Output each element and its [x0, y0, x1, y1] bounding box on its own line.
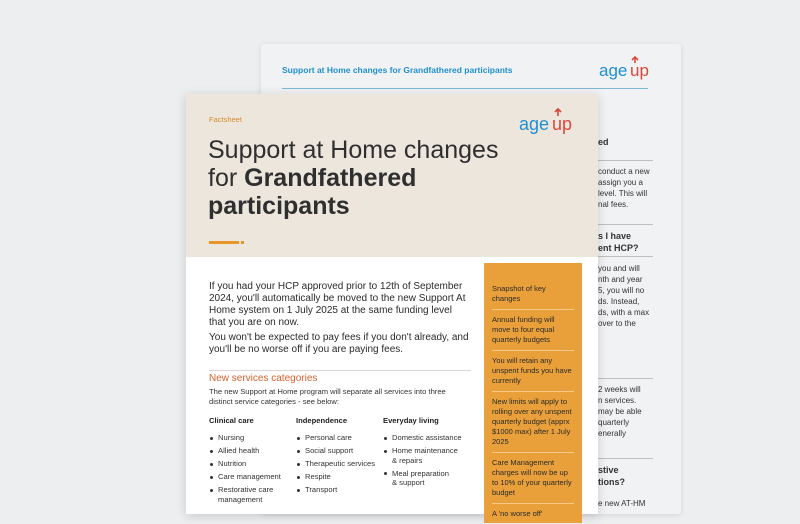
back-page-text-line: tions? [598, 477, 625, 487]
back-page-text-line: nal fees. [598, 200, 629, 209]
back-page-text-line: 2 weeks will [598, 385, 641, 394]
back-page-text-line: ed [598, 137, 609, 147]
snapshot-title: Snapshot of key changes [492, 284, 574, 310]
list-item: Nursing [209, 433, 299, 443]
section-description: The new Support at Home program will separate all services into three distinct service categories - see below: [209, 387, 446, 406]
list-item: Nutrition [209, 459, 299, 469]
back-page-title: Support at Home changes for Grandfathered participants [282, 65, 513, 75]
section-title: New services categories [209, 373, 318, 384]
category-independence: Independence Personal care Social support Therapeutic services Respite Transport [296, 416, 386, 498]
back-page-text-line: enerally [598, 429, 627, 438]
ageup-logo-back [599, 56, 651, 84]
list-item: Domestic assistance [383, 433, 473, 443]
snapshot-sidebar [484, 263, 582, 523]
list-item: Transport [296, 485, 386, 495]
logo-up-text: up [630, 61, 649, 80]
intro-paragraph-2: You won't be expected to pay fees if you don't already, and you'll be no worse off if you are paying fees. [209, 332, 469, 355]
back-page-text-line: level. This will [598, 189, 648, 198]
back-page-text-line: e new AT-HM [598, 499, 646, 508]
category-everyday-living: Everyday living Domestic assistance Home maintenance & repairs Meal preparation & support [383, 416, 473, 491]
intro-paragraph-1: If you had your HCP approved prior to 12th of September 2024, you'll automatically be moved to the new Support At Home system on 1 July 2025 at the same funding level that you are on now. [209, 281, 466, 328]
back-page-text-line: you and will [598, 264, 640, 273]
back-page-text-line: over to the [598, 319, 636, 328]
page-title: Support at Home changes for Grandfathered participants [208, 136, 499, 220]
logo-age-text: age [599, 61, 628, 80]
logo-age-text: age [519, 114, 550, 134]
list-item: Personal care [296, 433, 386, 443]
list-item: Allied health [209, 446, 299, 456]
list-item: Care management [209, 472, 299, 482]
list-item: Meal preparation & support [383, 469, 455, 488]
list-item: Respite [296, 472, 386, 482]
list-item: Social support [296, 446, 386, 456]
back-page-text-line: ent HCP? [598, 243, 639, 253]
back-page-separator [598, 160, 653, 161]
back-page-text-line: stive [598, 465, 619, 475]
list-item: Home maintenance & repairs [383, 446, 463, 465]
back-page-text-line: assign you a [598, 178, 643, 187]
back-page-separator [598, 378, 653, 379]
snapshot-item: New limits will apply to rolling over any unspent quarterly budget (apprx $1000 max) after 1 July 2025 [492, 392, 574, 453]
accent-bar [209, 241, 239, 244]
snapshot-item: A 'no worse off' [492, 509, 543, 518]
snapshot-item: Care Management charges will now be up to 10% of your quarterly budget [492, 453, 574, 504]
back-page-text-line: may be able [598, 407, 642, 416]
list-item: Therapeutic services [296, 459, 386, 469]
accent-dot [241, 241, 244, 244]
section-divider [209, 370, 471, 371]
back-page-text-line: nth and year [598, 275, 643, 284]
snapshot-item: Annual funding will move to four equal quarterly budgets [492, 310, 574, 351]
back-page-separator [598, 256, 653, 257]
back-header-rule [282, 88, 648, 89]
back-page-text-line: ds, with a max [598, 308, 650, 317]
back-page-separator [598, 224, 653, 225]
snapshot-item: You will retain any unspent funds you have currently [492, 351, 574, 392]
factsheet-label: Factsheet [209, 115, 242, 124]
back-page-separator [598, 458, 653, 459]
back-page-text-line: conduct a new [598, 167, 650, 176]
category-clinical-care: Clinical care Nursing Allied health Nutrition Care management Restorative care management [209, 416, 299, 508]
back-page-text-line: 5, you will no [598, 286, 645, 295]
front-header [186, 94, 598, 257]
back-page-text-line: quarterly [598, 418, 630, 427]
front-page [186, 94, 598, 518]
list-item: Restorative care management [209, 485, 279, 504]
back-page-text-line: ds. Instead, [598, 297, 640, 306]
logo-up-text: up [552, 114, 573, 134]
ageup-logo-front [519, 108, 575, 138]
back-page-text-line: n services. [598, 396, 637, 405]
back-page-text-line: s I have [598, 231, 632, 241]
